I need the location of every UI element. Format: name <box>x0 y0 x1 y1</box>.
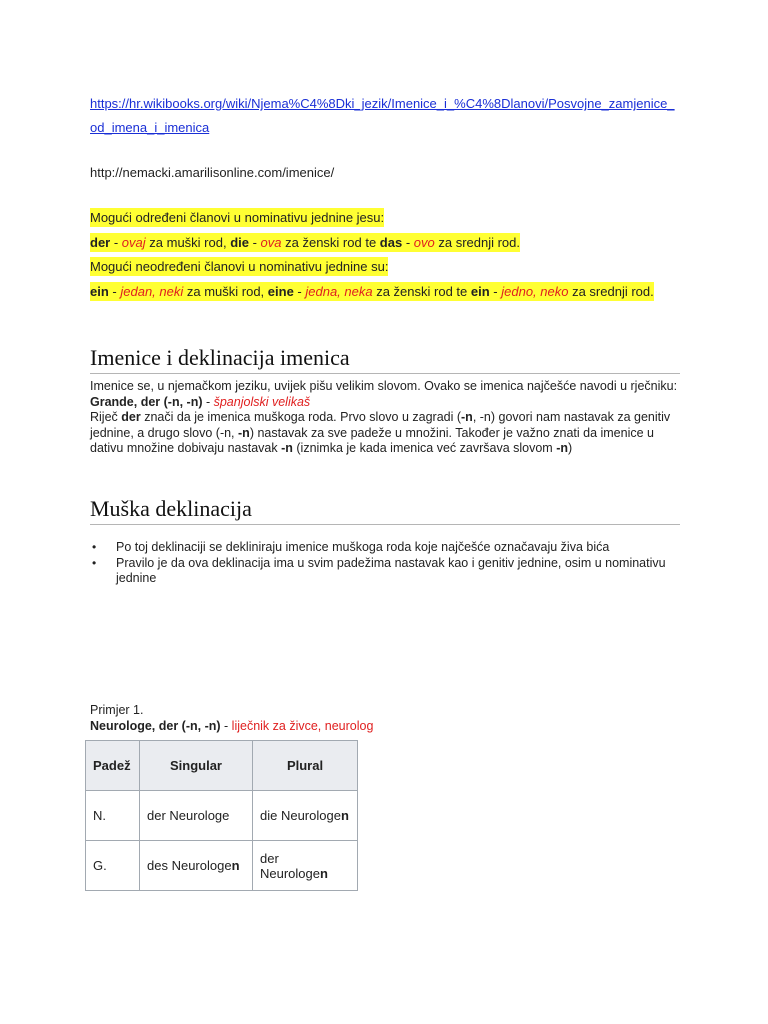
article-der: der <box>90 235 111 250</box>
ending: n <box>231 858 240 873</box>
example-grande <box>90 395 680 411</box>
dash: - <box>108 284 121 299</box>
bullet-icon: • <box>92 555 97 570</box>
table-row <box>86 841 358 891</box>
text: ) <box>568 441 573 455</box>
text: za ženski rod te <box>281 235 380 250</box>
dash: - <box>402 235 414 250</box>
explanation-text <box>90 410 680 457</box>
article-ein-neuter: ein <box>470 284 490 299</box>
text: , -n) govori nam nastavak za genitiv jednine, a drugo slovo (-n, <box>90 410 671 440</box>
plural-cell <box>253 841 358 891</box>
article-das: das <box>379 235 403 250</box>
highlight-line-2 <box>90 231 690 255</box>
wikibooks-link[interactable]: https://hr.wikibooks.org/wiki/Njema%C4%8Dki_jezik/Imenice_i_%C4%8Dlanovi/Posvojne_zamjenice_od_imena_i_imenica <box>90 96 675 135</box>
bold-n: -n <box>238 425 250 440</box>
example-entry <box>90 719 680 735</box>
text: ) nastavak za sve padeže u množini. Također je važno znati da imenice u dativu množine dobivaju nastavak <box>90 425 654 455</box>
dash: - <box>293 284 306 299</box>
text: Riječ <box>90 410 122 424</box>
translation-jedno: jedno, neko <box>501 284 569 299</box>
highlight-line-2-text <box>90 233 520 252</box>
example-word: Grande, der (-n, -n) <box>90 394 203 409</box>
list-item <box>90 556 680 587</box>
text: za muški rod, <box>145 235 231 250</box>
translation-jedan: jedan, neki <box>120 284 184 299</box>
header-padez: Padež <box>86 741 140 791</box>
article-eine: eine <box>267 284 294 299</box>
highlight-line-1-text: Mogući određeni članovi u nominativu jednine jesu: <box>90 210 385 225</box>
translation-jedna: jedna, neka <box>305 284 373 299</box>
highlight-line-4-text <box>90 282 654 301</box>
text: (iznimka je kada imenica već završava slovom <box>292 441 557 455</box>
highlight-line-4 <box>90 280 660 304</box>
stem: die Neurologe <box>260 808 341 823</box>
section1-body <box>90 379 680 457</box>
header-plural: Plural <box>253 741 358 791</box>
intro-text: Imenice se, u njemačkom jeziku, uvijek pišu velikim slovom. Ovako se imenica najčešće navodi u rječniku: <box>90 379 678 393</box>
highlight-line-3 <box>90 255 690 279</box>
example-word: Neurologe, der (-n, -n) <box>90 718 221 733</box>
heading-muska-deklinacija: Muška deklinacija <box>90 496 680 525</box>
dash: - <box>248 235 261 250</box>
singular-cell <box>140 841 253 891</box>
ending: n <box>320 865 328 881</box>
highlight-line-3-text: Mogući neodređeni članovi u nominativu jednine su: <box>90 259 389 274</box>
text: za ženski rod te <box>372 284 471 299</box>
bold-der: der <box>121 410 141 424</box>
dash: - <box>110 235 122 250</box>
declension-table <box>85 740 358 891</box>
bullet-icon: • <box>92 540 97 554</box>
header-singular: Singular <box>140 741 253 791</box>
bold-n: -n <box>556 441 569 455</box>
plural-cell <box>253 791 358 841</box>
singular-cell <box>140 791 253 841</box>
ending: n <box>340 808 349 823</box>
list-item <box>90 540 680 556</box>
highlight-line-1 <box>90 206 690 230</box>
rules-list <box>90 540 680 587</box>
article-die: die <box>230 235 249 250</box>
heading-imenice: Imenice i deklinacija imenica <box>90 345 680 374</box>
translation-ovo: ovo <box>413 235 435 250</box>
list-item-text: Pravilo je da ova deklinacija ima u svim padežima nastavak kao i genitiv jednine, osim u nominativu jednine <box>116 555 666 585</box>
list-item-text: Po toj deklinaciji se dekliniraju imenice muškoga roda koje najčešće označavaju živa bića <box>116 540 610 554</box>
table-row <box>86 791 358 841</box>
bold-n: -n <box>461 410 473 424</box>
table-header-row <box>86 741 358 791</box>
case-cell: G. <box>86 841 140 891</box>
text: za srednji rod. <box>434 235 520 250</box>
case-cell: N. <box>86 791 140 841</box>
text: za srednji rod. <box>568 284 654 299</box>
stem: des Neurologe <box>147 858 232 873</box>
example-block <box>90 703 680 734</box>
translation-ova: ova <box>260 235 282 250</box>
example-translation: španjolski velikaš <box>213 394 311 409</box>
article-ein: ein <box>90 284 109 299</box>
translation-ovaj: ovaj <box>121 235 146 250</box>
example-translation: liječnik za živce, neurolog <box>231 718 374 733</box>
amarilis-link[interactable]: http://nemacki.amarilisonline.com/imenice/ <box>90 165 335 180</box>
stem: der Neurologe <box>260 850 320 881</box>
dash: - <box>202 394 214 409</box>
stem: der Neurologe <box>147 808 230 823</box>
dash: - <box>489 284 502 299</box>
example-label: Primjer 1. <box>90 703 144 717</box>
dash: - <box>220 718 232 733</box>
bold-n: -n <box>281 441 293 455</box>
text: znači da je imenica muškoga roda. Prvo slovo u zagradi ( <box>140 410 462 424</box>
text: za muški rod, <box>183 284 268 299</box>
